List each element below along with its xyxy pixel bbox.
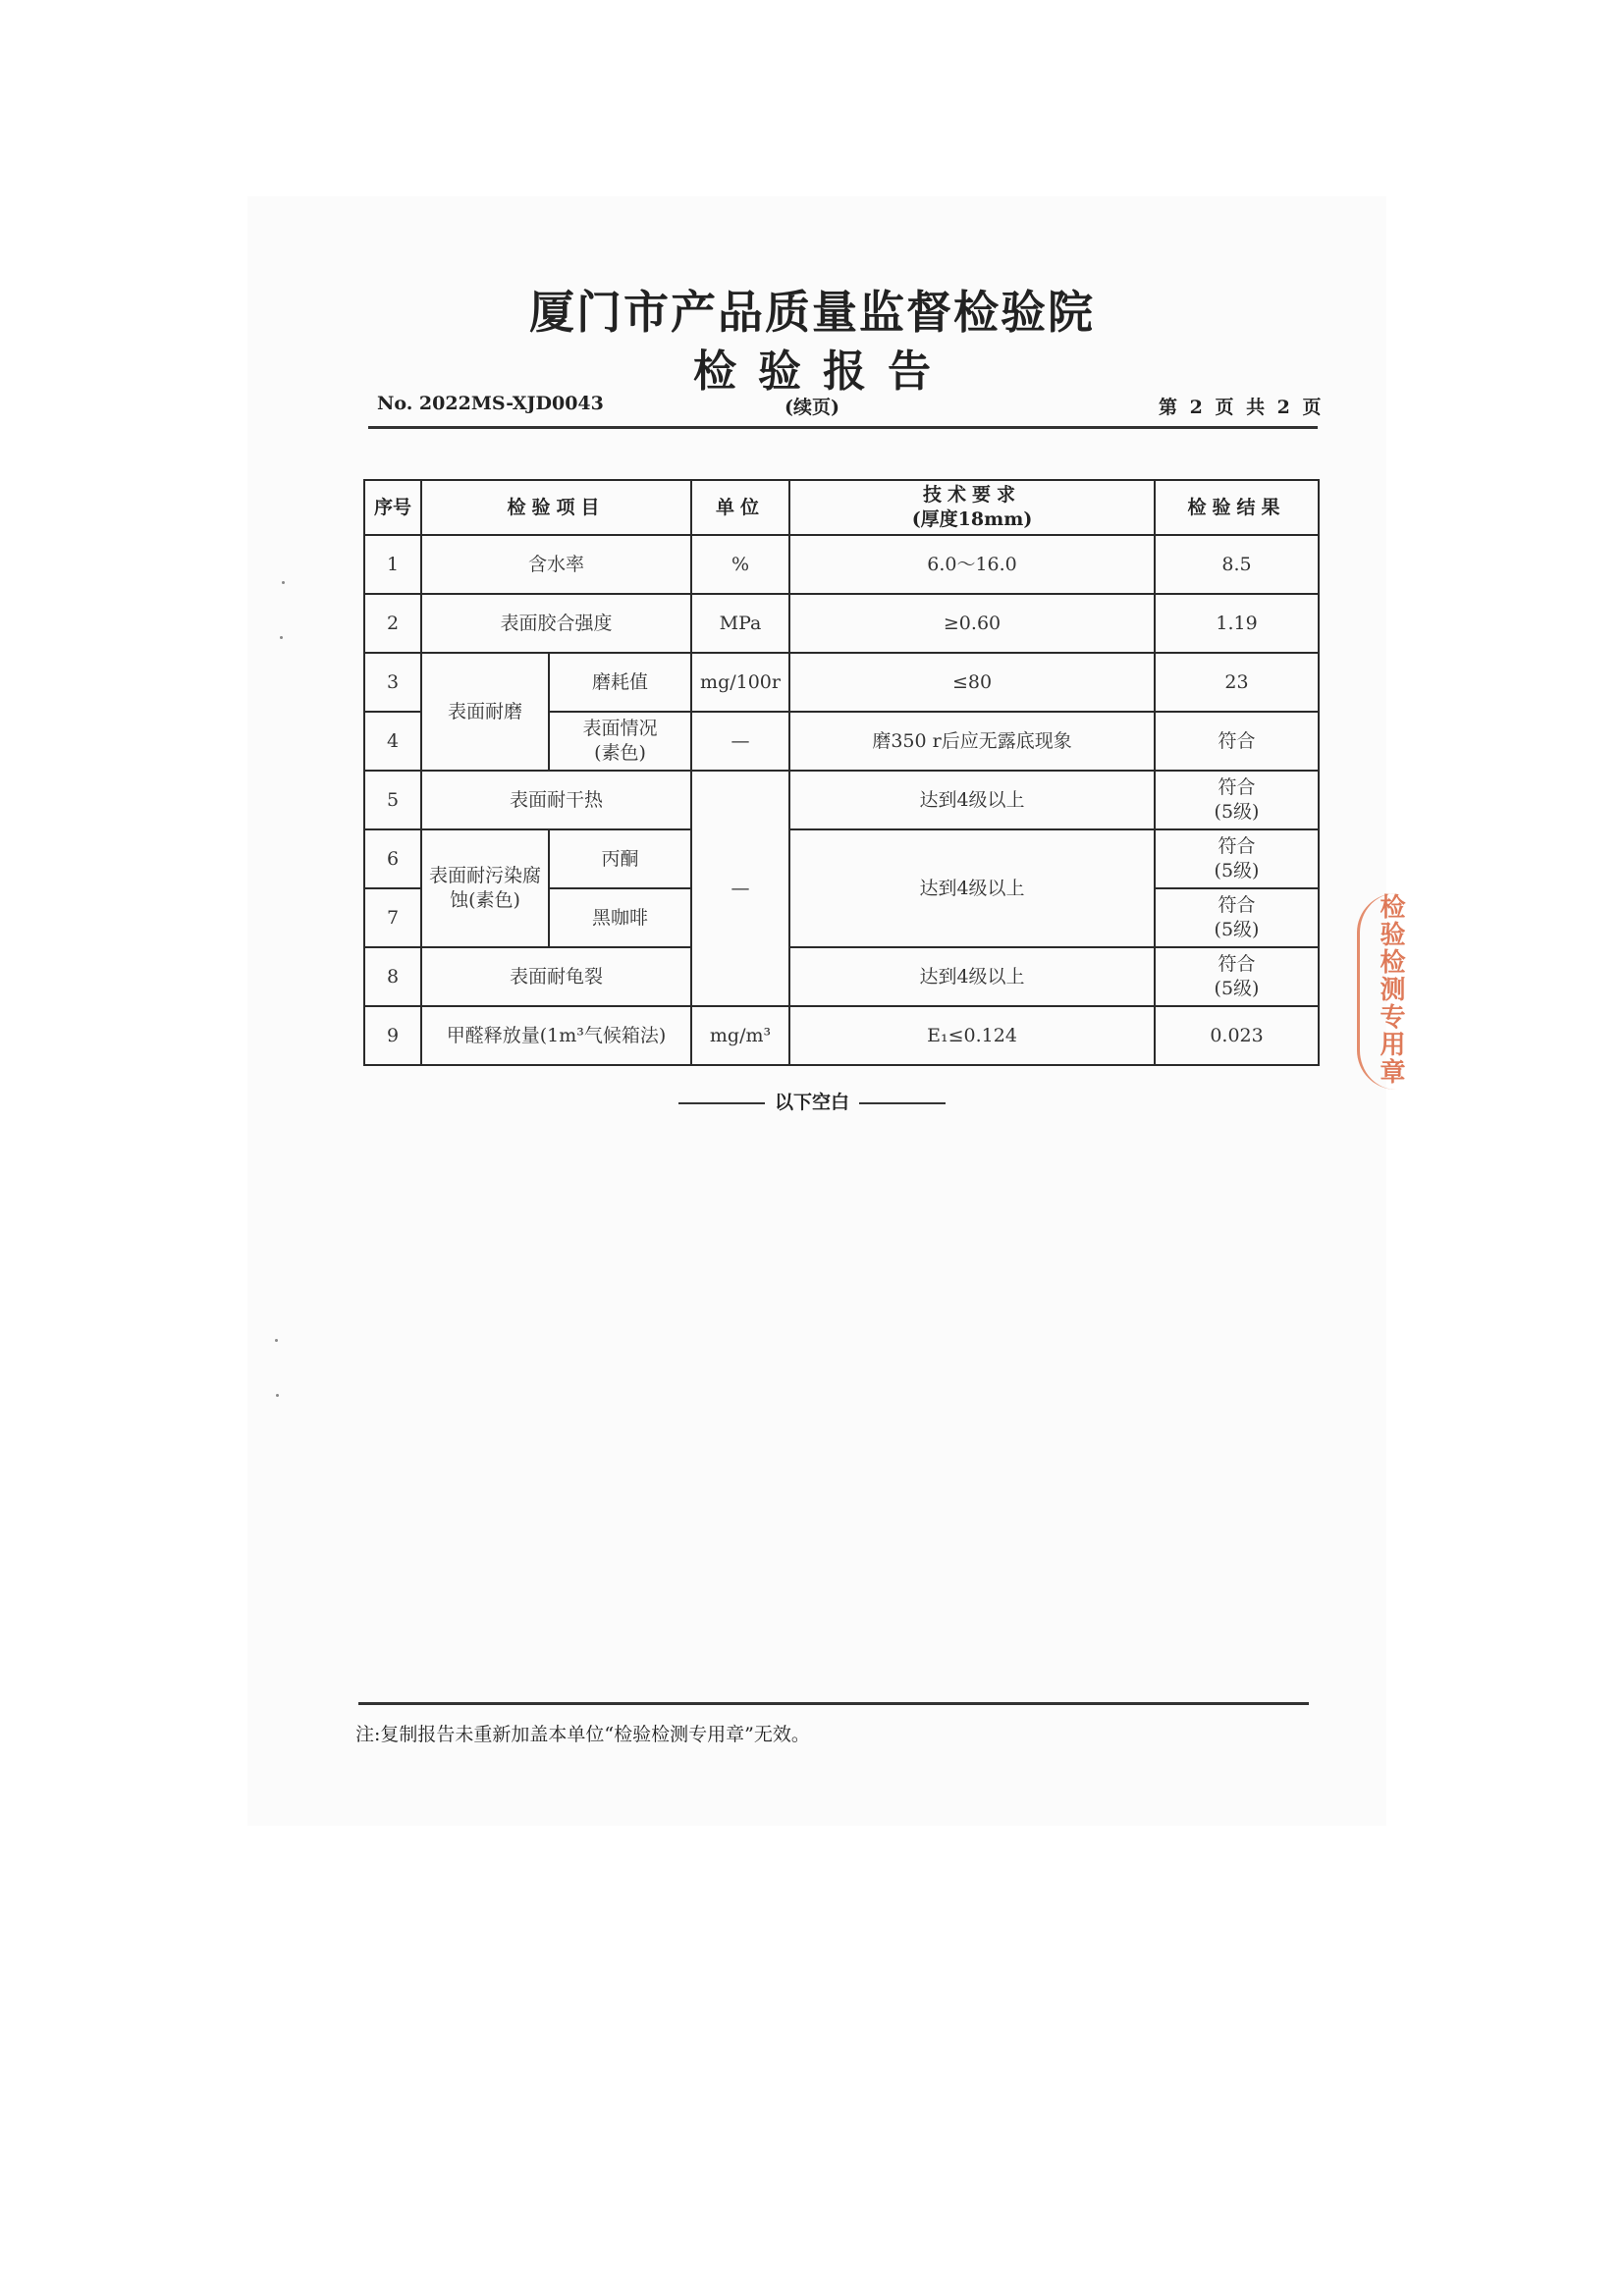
table-row	[364, 1006, 1319, 1065]
table-row	[364, 947, 1319, 1006]
row-unit: mg/m³	[691, 1006, 789, 1065]
col-unit: 单位	[691, 480, 789, 535]
row-result-sub: (5级)	[1214, 919, 1260, 940]
row-unit: %	[691, 535, 789, 594]
end-of-content-mark	[0, 1088, 1624, 1114]
row-item	[549, 712, 691, 771]
header-rule	[368, 426, 1318, 429]
row-seq: 5	[364, 771, 421, 829]
row-group	[421, 829, 549, 947]
row-seq: 1	[364, 535, 421, 594]
institute-title: 厦门市产品质量监督检验院	[529, 286, 1095, 339]
row-requirement: 磨350 r后应无露底现象	[789, 712, 1155, 771]
inspection-table	[363, 479, 1320, 1066]
col-requirement-sub: (厚度18mm)	[911, 508, 1033, 530]
table-row	[364, 829, 1319, 888]
page-info: 第 2 页 共 2 页	[1159, 397, 1325, 418]
row-group: 表面耐磨	[421, 653, 549, 771]
footer-rule	[358, 1702, 1309, 1705]
row-seq: 6	[364, 829, 421, 888]
row-item: 黑咖啡	[549, 888, 691, 947]
row-result	[1155, 947, 1319, 1006]
table-row	[364, 771, 1319, 829]
row-seq: 8	[364, 947, 421, 1006]
row-result-sub: (5级)	[1214, 860, 1260, 881]
row-unit: —	[691, 712, 789, 771]
row-group-sub: 蚀(素色)	[450, 889, 520, 911]
row-result	[1155, 829, 1319, 888]
table-row	[364, 535, 1319, 594]
row-result-label: 符合	[1218, 835, 1256, 858]
row-result-label: 符合	[1218, 776, 1256, 799]
row-item: 磨耗值	[549, 653, 691, 712]
scan-speck	[275, 1339, 278, 1342]
row-result: 符合	[1155, 712, 1319, 771]
row-result	[1155, 771, 1319, 829]
row-requirement: 6.0～16.0	[789, 535, 1155, 594]
dash-left	[678, 1102, 765, 1104]
row-result-label: 符合	[1218, 894, 1256, 917]
row-requirement: 达到4级以上	[789, 771, 1155, 829]
row-item: 含水率	[421, 535, 691, 594]
row-item: 丙酮	[549, 829, 691, 888]
row-item: 表面耐龟裂	[421, 947, 691, 1006]
continued-label: (续页)	[785, 397, 839, 418]
row-item-label: 表面情况	[582, 718, 658, 740]
col-seq: 序号	[364, 480, 421, 535]
row-seq: 9	[364, 1006, 421, 1065]
footer-note: 注:复制报告未重新加盖本单位“检验检测专用章”无效。	[355, 1724, 810, 1745]
row-unit-merged: —	[691, 771, 789, 1006]
row-result: 1.19	[1155, 594, 1319, 653]
col-requirement-label: 技术要求	[923, 484, 1022, 507]
col-result: 检验结果	[1155, 480, 1319, 535]
col-item: 检验项目	[421, 480, 691, 535]
row-result-sub: (5级)	[1214, 801, 1260, 823]
end-mark-text: 以下空白	[774, 1092, 849, 1113]
row-seq: 2	[364, 594, 421, 653]
col-requirement	[789, 480, 1155, 535]
row-result: 23	[1155, 653, 1319, 712]
scan-speck	[280, 636, 283, 639]
row-result	[1155, 888, 1319, 947]
table-header-row	[364, 480, 1319, 535]
row-result-label: 符合	[1218, 953, 1256, 976]
row-requirement: 达到4级以上	[789, 829, 1155, 947]
scan-speck	[282, 581, 285, 584]
row-seq: 3	[364, 653, 421, 712]
row-requirement: ≤80	[789, 653, 1155, 712]
row-result-sub: (5级)	[1214, 978, 1260, 999]
scan-speck	[276, 1394, 279, 1397]
row-item: 表面耐干热	[421, 771, 691, 829]
row-requirement: E₁≤0.124	[789, 1006, 1155, 1065]
row-requirement: 达到4级以上	[789, 947, 1155, 1006]
row-item: 甲醛释放量(1m³气候箱法)	[421, 1006, 691, 1065]
row-unit: mg/100r	[691, 653, 789, 712]
row-result: 0.023	[1155, 1006, 1319, 1065]
row-result: 8.5	[1155, 535, 1319, 594]
report-number: No. 2022MS-XJD0043	[377, 393, 604, 414]
row-requirement: ≥0.60	[789, 594, 1155, 653]
row-item: 表面胶合强度	[421, 594, 691, 653]
row-group-label: 表面耐污染腐	[428, 865, 541, 887]
row-item-sub: (素色)	[594, 742, 646, 764]
dash-right	[859, 1102, 946, 1104]
table-row	[364, 653, 1319, 712]
row-seq: 4	[364, 712, 421, 771]
official-seal: 检验检测专用章	[1357, 893, 1409, 1090]
row-unit: MPa	[691, 594, 789, 653]
report-title: 检验报告	[693, 347, 952, 397]
table-row	[364, 594, 1319, 653]
row-seq: 7	[364, 888, 421, 947]
